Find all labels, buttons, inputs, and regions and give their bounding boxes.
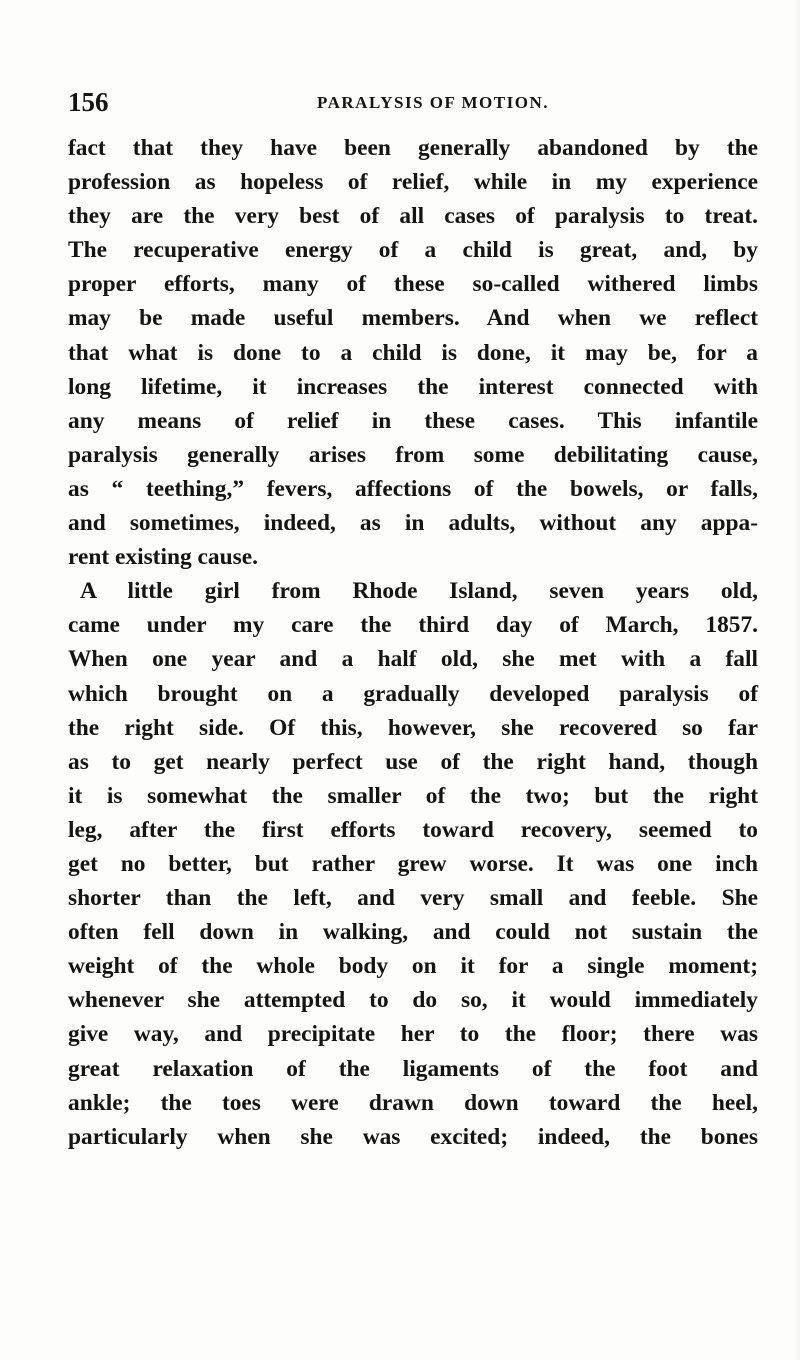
text-line: paralysis generally arises from some debilitating cause, xyxy=(68,441,758,468)
running-title: PARALYSIS OF MOTION. xyxy=(317,93,549,112)
text-line: profession as hopeless of relief, while in my experience xyxy=(68,169,758,196)
text-line: get no better, but rather grew worse. It was one inch xyxy=(68,850,758,877)
text-line: particularly when she was excited; indeed, the bones xyxy=(68,1123,758,1150)
text-line: ankle; the toes were drawn down toward the heel, xyxy=(68,1089,758,1116)
text-line: they are the very best of all cases of paralysis to treat. xyxy=(68,203,758,230)
paragraph-1 xyxy=(68,131,758,574)
text-line: When one year and a half old, she met with a fall xyxy=(68,646,758,673)
page-edge-shadow xyxy=(794,0,800,1360)
text-line: A little girl from Rhode Island, seven years old, xyxy=(80,578,758,605)
text-line: great relaxation of the ligaments of the foot and xyxy=(68,1055,758,1082)
text-line: the right side. Of this, however, she recovered so far xyxy=(68,714,758,741)
text-line: that what is done to a child is done, it may be, for a xyxy=(68,339,758,366)
text-line: leg, after the first efforts toward recovery, seemed to xyxy=(68,816,758,843)
text-line: as “ teething,” fevers, affections of the bowels, or falls, xyxy=(68,475,758,502)
text-line: and sometimes, indeed, as in adults, without any appa- xyxy=(68,510,758,537)
text-line: any means of relief in these cases. This infantile xyxy=(68,407,758,434)
text-line: often fell down in walking, and could not sustain the xyxy=(68,919,758,946)
paragraph-2 xyxy=(68,574,758,1154)
body-text xyxy=(68,131,758,1154)
text-line: give way, and precipitate her to the floor; there was xyxy=(68,1021,758,1048)
text-line: came under my care the third day of March, 1857. xyxy=(68,612,758,639)
text-line: whenever she attempted to do so, it would immediately xyxy=(68,987,758,1014)
text-line: proper efforts, many of these so-called withered limbs xyxy=(68,271,758,298)
text-line: it is somewhat the smaller of the two; but the right xyxy=(68,782,758,809)
text-line: long lifetime, it increases the interest connected with xyxy=(68,373,758,400)
text-line: weight of the whole body on it for a single moment; xyxy=(68,953,758,980)
text-line: The recuperative energy of a child is great, and, by xyxy=(68,237,758,264)
text-line: rent existing cause. xyxy=(68,544,258,571)
running-head xyxy=(68,84,758,120)
text-line: shorter than the left, and very small and feeble. She xyxy=(68,885,758,912)
text-line: as to get nearly perfect use of the right hand, though xyxy=(68,748,758,775)
text-line: fact that they have been generally abandoned by the xyxy=(68,135,758,161)
text-line: may be made useful members. And when we reflect xyxy=(68,305,758,332)
text-line: which brought on a gradually developed paralysis of xyxy=(68,680,758,707)
page-number: 156 xyxy=(68,87,109,117)
